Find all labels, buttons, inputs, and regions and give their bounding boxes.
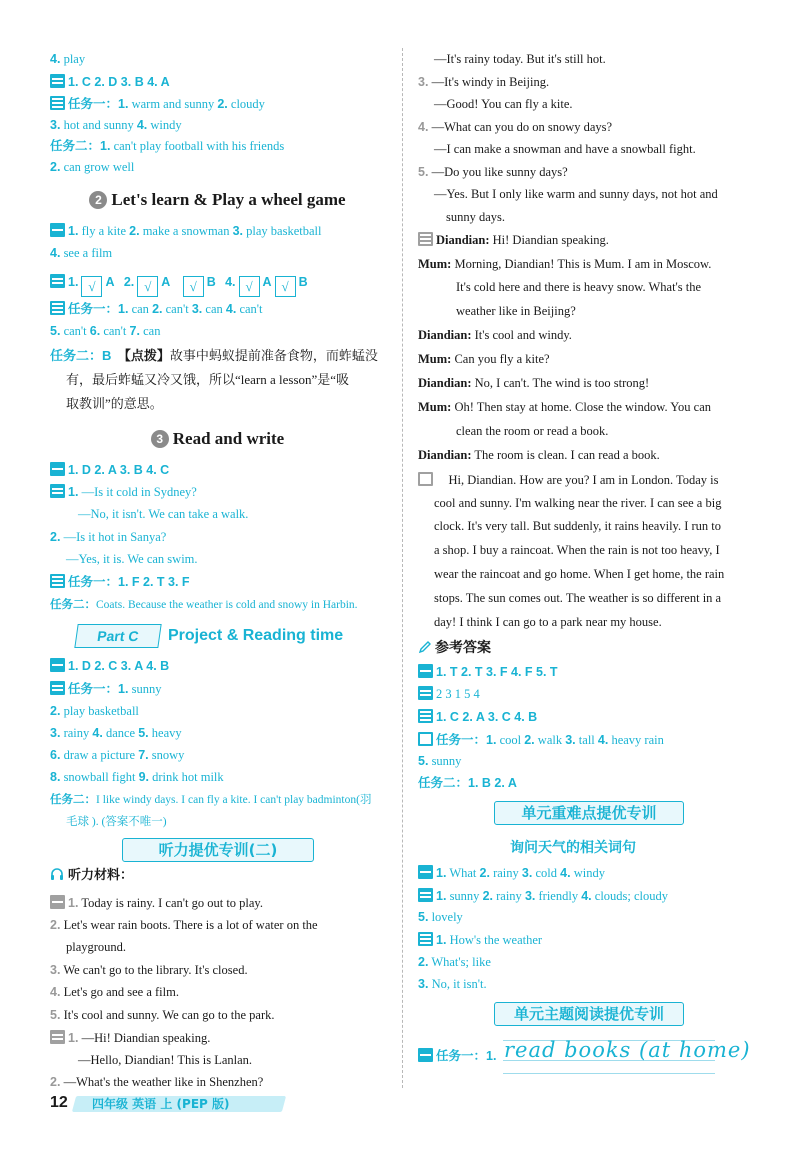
answer-line: 任务一：1. warm and sunny 2. cloudy	[50, 95, 265, 113]
section-2-icon	[50, 484, 65, 498]
script-line: —I can make a snowman and have a snowball fight.	[434, 142, 696, 156]
section-2-icon	[418, 888, 433, 902]
answer-line: 1. sunny 2. rainy 3. friendly 4. clouds; cloudy	[418, 887, 668, 905]
answer-line: 1. C 2. D 3. B 4. A	[50, 73, 170, 91]
section-3-icon	[418, 932, 433, 946]
dialogue-line: clean the room or read a book.	[456, 424, 609, 438]
dialogue-line: Diandian: No, I can't. The wind is too strong!	[418, 376, 650, 390]
answer-line: 4. see a film	[50, 246, 113, 260]
page-number: 12	[50, 1094, 68, 1111]
dialogue-line: It's cold here and there is heavy snow. What's the	[456, 280, 702, 294]
answer-line: 1. How's the weather	[418, 931, 542, 949]
answer-line: 任务一：1. cool 2. walk 3. tall 4. heavy rain	[418, 731, 664, 749]
answer-line: 任务一：1.	[418, 1047, 496, 1065]
answer-line: —No, it isn't. We can take a walk.	[78, 507, 249, 521]
answer-line: 3. rainy 4. dance 5. heavy	[50, 726, 182, 740]
script-line: 5. —Do you like sunny days?	[418, 165, 568, 179]
answer-line: 1. —Is it cold in Sydney?	[50, 483, 197, 501]
answer-line: 1. D 2. C 3. A 4. B	[50, 657, 169, 675]
unit-reading-banner: 单元主题阅读提优专训	[494, 1002, 684, 1026]
dialogue-line: Diandian: It's cool and windy.	[418, 328, 572, 342]
answer-line: 1. fly a kite 2. make a snowman 3. play basketball	[50, 222, 321, 240]
script-line: 5. It's cool and sunny. We can go to the park.	[50, 1008, 275, 1022]
section-4-icon	[418, 732, 433, 746]
answer-line: 5. sunny	[418, 754, 462, 768]
answer-line: 任务二：1. B 2. A	[418, 776, 517, 790]
script-line: 3. We can't go to the library. It's closed.	[50, 963, 248, 977]
section-2-icon	[418, 686, 433, 700]
passage-line: stops. The sun comes out. The weather is so different in a	[434, 591, 722, 605]
answer-line: —Yes, it is. We can swim.	[66, 552, 198, 566]
section-1-icon	[50, 658, 65, 672]
passage-line: Hi, Diandian. How are you? I am in London. Today is	[418, 471, 719, 489]
script-line: —It's rainy today. But it's still hot.	[434, 52, 606, 66]
section-4-icon	[418, 472, 433, 486]
script-line: 1. Today is rainy. I can't go out to play.	[50, 894, 263, 912]
script-line: playground.	[66, 940, 127, 954]
script-line: 2. Let's wear rain boots. There is a lot of water on the	[50, 918, 318, 932]
answer-line: 任务二：Coats. Because the weather is cold and snowy in Harbin.	[50, 599, 358, 611]
section-3-icon	[50, 96, 65, 110]
answer-line: 2. play basketball	[50, 704, 139, 718]
dialogue-line: Diandian: The room is clean. I can read a book.	[418, 448, 660, 462]
passage-line: day! I think I can go to a park near my house.	[434, 615, 662, 629]
section-2-icon	[50, 74, 65, 88]
section-2-icon	[50, 274, 65, 288]
answer-line: 任务二：B 【点拨】故事中蚂蚁提前准备食物，而蚱蜢没	[50, 348, 378, 363]
section-2-icon	[50, 1030, 65, 1044]
answer-line: 2. —Is it hot in Sanya?	[50, 530, 167, 544]
script-line: 4. —What can you do on snowy days?	[418, 120, 613, 134]
script-line: —Yes. But I only like warm and sunny days, not hot and	[434, 187, 718, 201]
check-box: √	[81, 276, 102, 297]
answer-line: 任务一：1. can 2. can't 3. can 4. can't	[50, 300, 263, 318]
dialogue-line: Mum: Morning, Diandian! This is Mum. I am in Moscow.	[418, 257, 712, 271]
weather-words-subtitle: 询问天气的相关词句	[510, 840, 636, 856]
dialogue-line: weather like in Beijing?	[456, 304, 576, 318]
passage-line: cool and sunny. I'm walking near the river. I can see a big	[434, 496, 722, 510]
answer-line: 有，最后蚱蜢又冷又饿，所以“learn a lesson”是“吸	[66, 372, 350, 387]
listening-label: 听力材料：	[50, 866, 133, 884]
answer-line: 任务一：1. sunny	[50, 680, 161, 698]
script-line: 3. —It's windy in Beijing.	[418, 75, 550, 89]
answer-line: 1. What 2. rainy 3. cold 4. windy	[418, 864, 605, 882]
answer-line: 5. lovely	[418, 910, 463, 924]
script-line: 1. —Hi! Diandian speaking.	[50, 1029, 210, 1047]
script-line: 2. —What's the weather like in Shenzhen?	[50, 1075, 264, 1089]
answer-line: 任务一：1. F 2. T 3. F	[50, 573, 190, 591]
section-1-icon	[50, 223, 65, 237]
section-3-icon	[50, 574, 65, 588]
answer-line: 取教训”的意思。	[66, 396, 163, 411]
section-1-icon	[50, 895, 65, 909]
answer-line: 1. √ A 2. √ A √ B 4. √ A √ B	[50, 273, 308, 297]
section-3-icon	[50, 301, 65, 315]
answer-line: 1. T 2. T 3. F 4. F 5. T	[418, 663, 558, 681]
handwritten-answer: read books (at home)	[504, 1038, 751, 1062]
section-1-icon	[50, 462, 65, 476]
answer-line: 1. D 2. A 3. B 4. C	[50, 461, 169, 479]
section-3-icon	[418, 232, 433, 246]
section-title: 2 Let's learn & Play a wheel game	[50, 189, 385, 211]
section-1-icon	[418, 865, 433, 879]
script-line: 4. Let's go and see a film.	[50, 985, 179, 999]
section-1-icon	[418, 1048, 433, 1062]
page-footer	[50, 1094, 290, 1114]
passage-line: wear the raincoat and go home. When I get home, the rain	[434, 567, 725, 581]
listening-banner: 听力提优专训(二)	[122, 838, 314, 862]
answer-line: 6. draw a picture 7. snowy	[50, 748, 185, 762]
answer-line: 5. can't 6. can't 7. can	[50, 324, 161, 338]
check-box: √	[275, 276, 296, 297]
dialogue-line: Mum: Can you fly a kite?	[418, 352, 550, 366]
pencil-icon	[418, 640, 432, 654]
answer-line: 3. hot and sunny 4. windy	[50, 118, 182, 132]
script-line: —Good! You can fly a kite.	[434, 97, 573, 111]
passage-line: a shop. I buy a raincoat. When the rain is not too heavy, I	[434, 543, 720, 557]
answer-line: 2. can grow well	[50, 160, 135, 174]
check-box: √	[239, 276, 260, 297]
section-3-icon	[418, 709, 433, 723]
answer-line: 3. No, it isn't.	[418, 977, 487, 991]
section-1-icon	[418, 664, 433, 678]
script-line: sunny days.	[446, 210, 506, 224]
part-c-title: Project & Reading time	[168, 627, 344, 644]
section-2-icon	[50, 681, 65, 695]
headphone-icon	[50, 868, 64, 880]
script-line: —Hello, Diandian! This is Lanlan.	[78, 1053, 253, 1067]
section-title: 3 Read and write	[50, 428, 385, 450]
answer-line: 1. C 2. A 3. C 4. B	[418, 708, 537, 726]
answer-line: 4. play	[50, 52, 86, 66]
footer-text: 四年级 英语 上 (PEP 版)	[92, 1097, 230, 1111]
answer-line: 任务二：1. can't play football with his friends	[50, 139, 285, 153]
passage-line: clock. It's very tall. But suddenly, it rains heavily. I run to	[434, 519, 722, 533]
column-divider	[402, 48, 403, 1088]
dialogue-line: Mum: Oh! Then stay at home. Close the window. You can	[418, 400, 712, 414]
unit-key-points-banner: 单元重难点提优专训	[494, 801, 684, 825]
answer-line: 任务二：I like windy days. I can fly a kite. I can't play badminton(羽	[50, 794, 372, 806]
check-box: √	[137, 276, 158, 297]
ruled-line	[503, 1073, 715, 1074]
answer-line: 8. snowball fight 9. drink hot milk	[50, 770, 224, 784]
answer-line: 2 3 1 5 4	[418, 685, 480, 703]
answers-label: 参考答案	[418, 638, 491, 658]
part-c-tag: Part C	[74, 624, 161, 648]
answer-line: 毛球 ). (答案不唯一)	[66, 816, 167, 828]
answer-line: 2. What's; like	[418, 955, 491, 969]
dialogue-line: Diandian: Hi! Diandian speaking.	[418, 231, 609, 249]
check-box: √	[183, 276, 204, 297]
part-c-heading	[76, 624, 366, 648]
